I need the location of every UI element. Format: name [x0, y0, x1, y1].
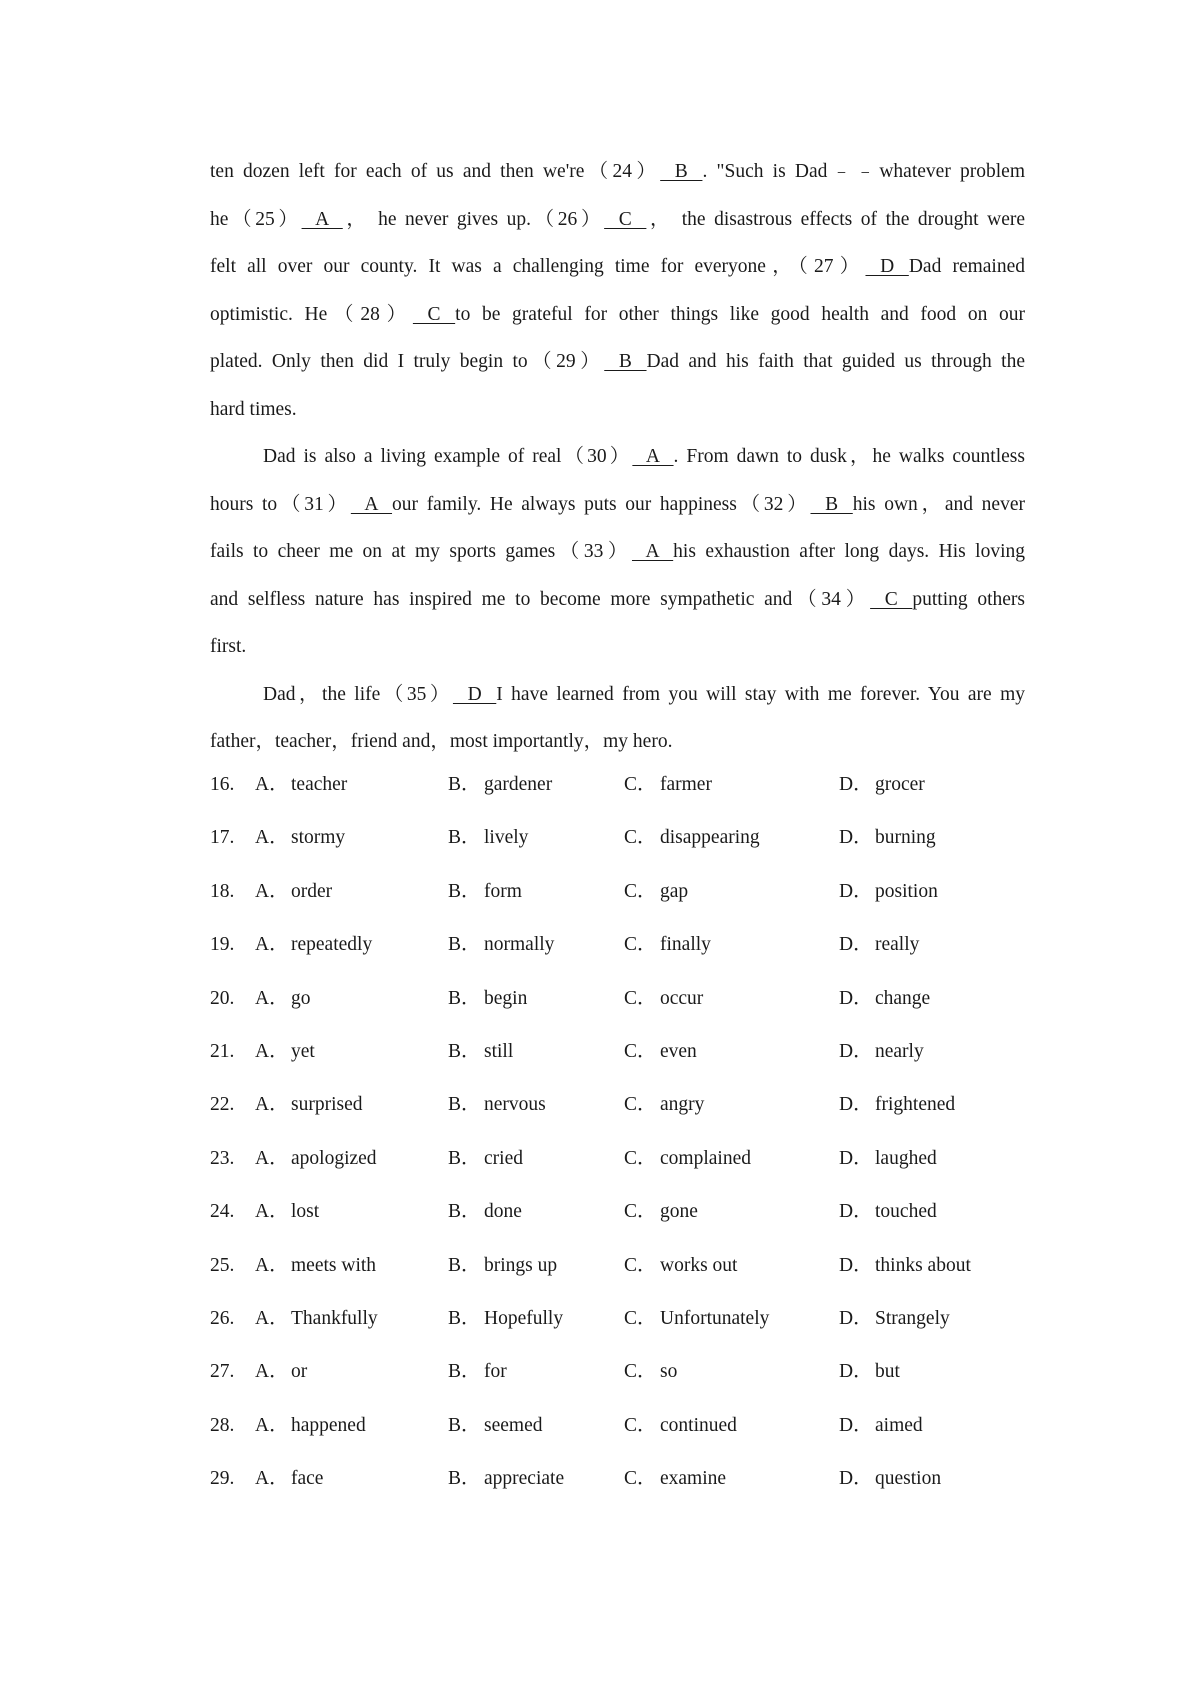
passage-line: [210, 623, 1025, 671]
option-letter: D．: [839, 1414, 873, 1436]
answer-blank: A: [301, 208, 343, 230]
option-letter: A．: [255, 1307, 289, 1329]
question-row-23: [210, 1144, 1025, 1197]
question-number: 27.: [210, 1361, 235, 1383]
option-letter: C．: [624, 1468, 657, 1490]
option-d: [839, 1464, 941, 1494]
option-letter: B．: [448, 987, 481, 1009]
question-number: 26.: [210, 1307, 235, 1329]
option-letter: C．: [624, 827, 657, 849]
option-letter: C．: [624, 1201, 657, 1223]
option-letter: A．: [255, 1468, 289, 1490]
option-text: Hopefully: [484, 1307, 564, 1329]
answer-blank: A: [631, 541, 674, 562]
option-letter: B．: [448, 1201, 481, 1223]
option-letter: A．: [255, 1040, 289, 1062]
option-letter: A．: [255, 827, 289, 849]
passage-text: ， the disastrous effects of the drought were: [646, 208, 1025, 230]
passage-line: [210, 243, 1025, 291]
option-text: done: [484, 1201, 522, 1223]
question-row-25: [210, 1251, 1025, 1304]
question-number: 17.: [210, 827, 235, 849]
option-d: [839, 1251, 971, 1281]
option-text: nearly: [875, 1040, 924, 1062]
option-text: normally: [484, 934, 555, 956]
option-text: teacher: [291, 774, 348, 795]
option-text: yet: [291, 1040, 315, 1062]
option-letter: C．: [624, 1254, 657, 1276]
option-c: [624, 823, 760, 853]
option-text: Thankfully: [291, 1307, 378, 1329]
option-d: [839, 1144, 937, 1174]
answer-blank: C: [604, 208, 647, 230]
option-text: finally: [660, 934, 711, 956]
option-text: complained: [660, 1147, 751, 1169]
passage-text: ， he never gives up.（26）: [342, 208, 605, 230]
option-text: Strangely: [875, 1307, 950, 1329]
option-text: disappearing: [660, 827, 760, 849]
option-c: [624, 1411, 737, 1441]
option-text: form: [484, 880, 522, 902]
option-a: [255, 1144, 377, 1174]
option-b: [448, 1090, 546, 1120]
option-text: still: [484, 1040, 514, 1062]
option-letter: D．: [839, 1094, 873, 1116]
question-row-18: [210, 877, 1025, 930]
question-number: 23.: [210, 1147, 235, 1169]
option-letter: C．: [624, 1414, 657, 1436]
question-row-21: [210, 1037, 1025, 1090]
option-letter: D．: [839, 1468, 873, 1490]
answer-blank: D: [865, 256, 909, 277]
option-text: grocer: [875, 774, 925, 795]
option-text: frightened: [875, 1094, 956, 1116]
option-letter: C．: [624, 774, 657, 795]
option-d: [839, 984, 930, 1014]
option-text: or: [291, 1361, 308, 1383]
option-letter: D．: [839, 1254, 873, 1276]
passage-line: [210, 671, 1025, 719]
option-letter: A．: [255, 1254, 289, 1276]
passage-text: plated. Only then did I truly begin to（29）: [210, 351, 605, 372]
option-text: gap: [660, 880, 689, 902]
option-b: [448, 823, 528, 853]
question-number: 25.: [210, 1254, 235, 1276]
option-text: gardener: [484, 774, 553, 795]
passage-text: optimistic. He（28）: [210, 303, 413, 325]
option-letter: A．: [255, 880, 289, 902]
answer-blank: A: [632, 446, 674, 467]
option-letter: B．: [448, 1147, 481, 1169]
option-letter: A．: [255, 1147, 289, 1169]
option-text: meets with: [291, 1254, 377, 1276]
option-c: [624, 1090, 704, 1120]
passage-text: felt all over our county. It was a challenging time for everyone，（27）: [210, 256, 866, 277]
option-text: appreciate: [484, 1468, 565, 1490]
option-a: [255, 1197, 319, 1227]
option-text: even: [660, 1040, 697, 1062]
question-row-24: [210, 1197, 1025, 1250]
passage-text: his own，and never: [852, 493, 1025, 515]
option-letter: A．: [255, 987, 289, 1009]
option-d: [839, 823, 936, 853]
option-d: [839, 930, 919, 960]
option-text: for: [484, 1361, 507, 1383]
passage-line: [210, 291, 1025, 339]
option-text: examine: [660, 1468, 727, 1490]
passage-line: [210, 338, 1025, 386]
option-a: [255, 1090, 363, 1120]
option-a: [255, 1357, 307, 1387]
question-row-26: [210, 1304, 1025, 1357]
option-letter: A．: [255, 1414, 289, 1436]
passage-text: putting others: [912, 588, 1025, 610]
option-a: [255, 1304, 378, 1334]
option-text: seemed: [484, 1414, 543, 1436]
passage-line: [210, 718, 1025, 766]
option-letter: B．: [448, 774, 481, 795]
passage-text: fails to cheer me on at my sports games（33）: [210, 541, 632, 562]
question-row-28: [210, 1411, 1025, 1464]
option-b: [448, 1411, 542, 1441]
passage-line: [210, 148, 1025, 196]
option-b: [448, 1144, 523, 1174]
option-text: go: [291, 987, 311, 1009]
option-a: [255, 770, 347, 800]
option-b: [448, 1251, 557, 1281]
option-text: lively: [484, 827, 529, 849]
answer-blank: D: [452, 683, 497, 705]
option-text: stormy: [291, 827, 346, 849]
option-text: occur: [660, 987, 704, 1009]
option-text: repeatedly: [291, 934, 373, 956]
passage-text: Dad and his faith that guided us through the: [646, 351, 1025, 372]
option-text: nervous: [484, 1094, 546, 1116]
option-a: [255, 1251, 376, 1281]
option-c: [624, 1197, 698, 1227]
option-text: begin: [484, 987, 528, 1009]
passage-text: ten dozen left for each of us and then we're（24）: [210, 161, 661, 182]
passage-text: and selfless nature has inspired me to become more sympathetic and（34）: [210, 588, 871, 610]
option-letter: A．: [255, 774, 289, 795]
option-text: aimed: [875, 1414, 923, 1436]
option-text: laughed: [875, 1147, 937, 1169]
passage-text: . "Such is Dad﹣﹣whatever problem: [702, 161, 1025, 182]
question-number: 16.: [210, 774, 235, 795]
option-c: [624, 1357, 677, 1387]
answer-blank: B: [660, 161, 703, 182]
passage-text: our family. He always puts our happiness（32）: [392, 493, 811, 515]
option-c: [624, 1464, 726, 1494]
option-a: [255, 1037, 315, 1067]
passage-line: [210, 528, 1025, 576]
question-row-17: [210, 823, 1025, 876]
option-c: [624, 984, 703, 1014]
passage-text: his exhaustion after long days. His loving: [673, 541, 1025, 562]
passage-text: Dad，the life（35）: [263, 683, 453, 705]
option-b: [448, 1304, 563, 1334]
option-c: [624, 1037, 697, 1067]
option-letter: B．: [448, 1414, 481, 1436]
passage-text: hard times.: [210, 398, 297, 420]
option-letter: D．: [839, 1147, 873, 1169]
passage-line: [210, 481, 1025, 529]
option-c: [624, 1304, 769, 1334]
question-number: 29.: [210, 1468, 235, 1490]
option-text: position: [875, 880, 938, 902]
option-c: [624, 930, 711, 960]
option-letter: D．: [839, 987, 873, 1009]
option-a: [255, 877, 332, 907]
question-number: 28.: [210, 1414, 235, 1436]
option-text: gone: [660, 1201, 698, 1223]
option-b: [448, 1357, 507, 1387]
option-letter: D．: [839, 774, 873, 795]
passage-text: to be grateful for other things like good health and food on our: [455, 303, 1025, 325]
question-number: 21.: [210, 1040, 235, 1062]
option-d: [839, 770, 925, 800]
answer-blank: B: [604, 351, 647, 372]
option-text: farmer: [660, 774, 712, 795]
option-letter: A．: [255, 934, 289, 956]
option-c: [624, 877, 688, 907]
question-row-19: [210, 930, 1025, 983]
passage-text: first.: [210, 636, 247, 657]
question-number: 18.: [210, 880, 235, 902]
question-row-22: [210, 1090, 1025, 1143]
passage-line: [210, 576, 1025, 624]
option-b: [448, 1464, 564, 1494]
option-letter: B．: [448, 1307, 481, 1329]
option-letter: D．: [839, 1040, 873, 1062]
option-text: continued: [660, 1414, 737, 1436]
option-text: lost: [291, 1201, 320, 1223]
option-text: surprised: [291, 1094, 363, 1116]
option-b: [448, 1037, 513, 1067]
passage-text: I have learned from you will stay with me forever. You are my: [496, 683, 1025, 705]
passage-text: Dad remained: [908, 256, 1025, 277]
option-letter: A．: [255, 1094, 289, 1116]
option-letter: B．: [448, 1094, 481, 1116]
option-letter: D．: [839, 1201, 873, 1223]
option-c: [624, 1144, 751, 1174]
option-d: [839, 1357, 900, 1387]
option-letter: D．: [839, 827, 873, 849]
option-text: change: [875, 987, 931, 1009]
option-text: but: [875, 1361, 900, 1383]
option-letter: D．: [839, 880, 873, 902]
option-letter: D．: [839, 934, 873, 956]
option-text: cried: [484, 1147, 523, 1169]
passage-text: Dad is also a living example of real（30）: [263, 446, 633, 467]
option-text: apologized: [291, 1147, 377, 1169]
option-d: [839, 1090, 955, 1120]
option-b: [448, 1197, 522, 1227]
option-text: happened: [291, 1414, 366, 1436]
option-letter: A．: [255, 1361, 289, 1383]
answer-blank: A: [350, 493, 393, 515]
option-letter: D．: [839, 1307, 873, 1329]
option-letter: C．: [624, 934, 657, 956]
option-d: [839, 1197, 937, 1227]
option-letter: D．: [839, 1361, 873, 1383]
option-letter: C．: [624, 1040, 657, 1062]
option-text: order: [291, 880, 333, 902]
question-row-16: [210, 770, 1025, 823]
option-text: brings up: [484, 1254, 558, 1276]
question-number: 24.: [210, 1201, 235, 1223]
passage-line: [210, 433, 1025, 481]
option-letter: C．: [624, 880, 657, 902]
option-letter: B．: [448, 934, 481, 956]
option-a: [255, 930, 372, 960]
option-b: [448, 984, 527, 1014]
option-a: [255, 1464, 323, 1494]
passage-text: father，teacher，friend and，most importantly，my hero.: [210, 731, 673, 752]
option-letter: B．: [448, 1254, 481, 1276]
option-b: [448, 930, 554, 960]
passage: [210, 148, 1025, 766]
option-text: works out: [660, 1254, 738, 1276]
option-a: [255, 823, 345, 853]
option-c: [624, 1251, 737, 1281]
option-letter: B．: [448, 880, 481, 902]
option-letter: B．: [448, 1361, 481, 1383]
question-number: 22.: [210, 1094, 235, 1116]
option-d: [839, 1037, 924, 1067]
answer-blank: C: [412, 303, 456, 325]
option-text: face: [291, 1468, 324, 1490]
question-row-20: [210, 984, 1025, 1037]
question-number: 20.: [210, 987, 235, 1009]
option-letter: C．: [624, 1307, 657, 1329]
question-row-29: [210, 1464, 1025, 1517]
option-d: [839, 877, 938, 907]
option-d: [839, 1411, 923, 1441]
option-text: burning: [875, 827, 936, 849]
question-number: 19.: [210, 934, 235, 956]
option-letter: B．: [448, 1468, 481, 1490]
option-letter: C．: [624, 1147, 657, 1169]
passage-text: hours to（31）: [210, 493, 351, 515]
option-text: really: [875, 934, 920, 956]
option-c: [624, 770, 712, 800]
question-row-27: [210, 1357, 1025, 1410]
passage-text: . From dawn to dusk，he walks countless: [673, 446, 1025, 467]
question-list: [210, 770, 1025, 1517]
option-text: angry: [660, 1094, 705, 1116]
option-letter: B．: [448, 827, 481, 849]
option-letter: B．: [448, 1040, 481, 1062]
option-a: [255, 1411, 366, 1441]
option-text: thinks about: [875, 1254, 971, 1276]
option-a: [255, 984, 311, 1014]
answer-blank: C: [870, 588, 913, 610]
passage-text: he（25）: [210, 208, 302, 230]
option-b: [448, 877, 522, 907]
option-text: touched: [875, 1201, 937, 1223]
option-letter: A．: [255, 1201, 289, 1223]
option-text: question: [875, 1468, 942, 1490]
option-letter: C．: [624, 1094, 657, 1116]
passage-line: [210, 386, 1025, 434]
option-letter: C．: [624, 987, 657, 1009]
option-d: [839, 1304, 950, 1334]
option-text: Unfortunately: [660, 1307, 770, 1329]
option-letter: C．: [624, 1361, 657, 1383]
answer-blank: B: [810, 493, 853, 515]
option-b: [448, 770, 552, 800]
passage-line: [210, 196, 1025, 244]
option-text: so: [660, 1361, 678, 1383]
